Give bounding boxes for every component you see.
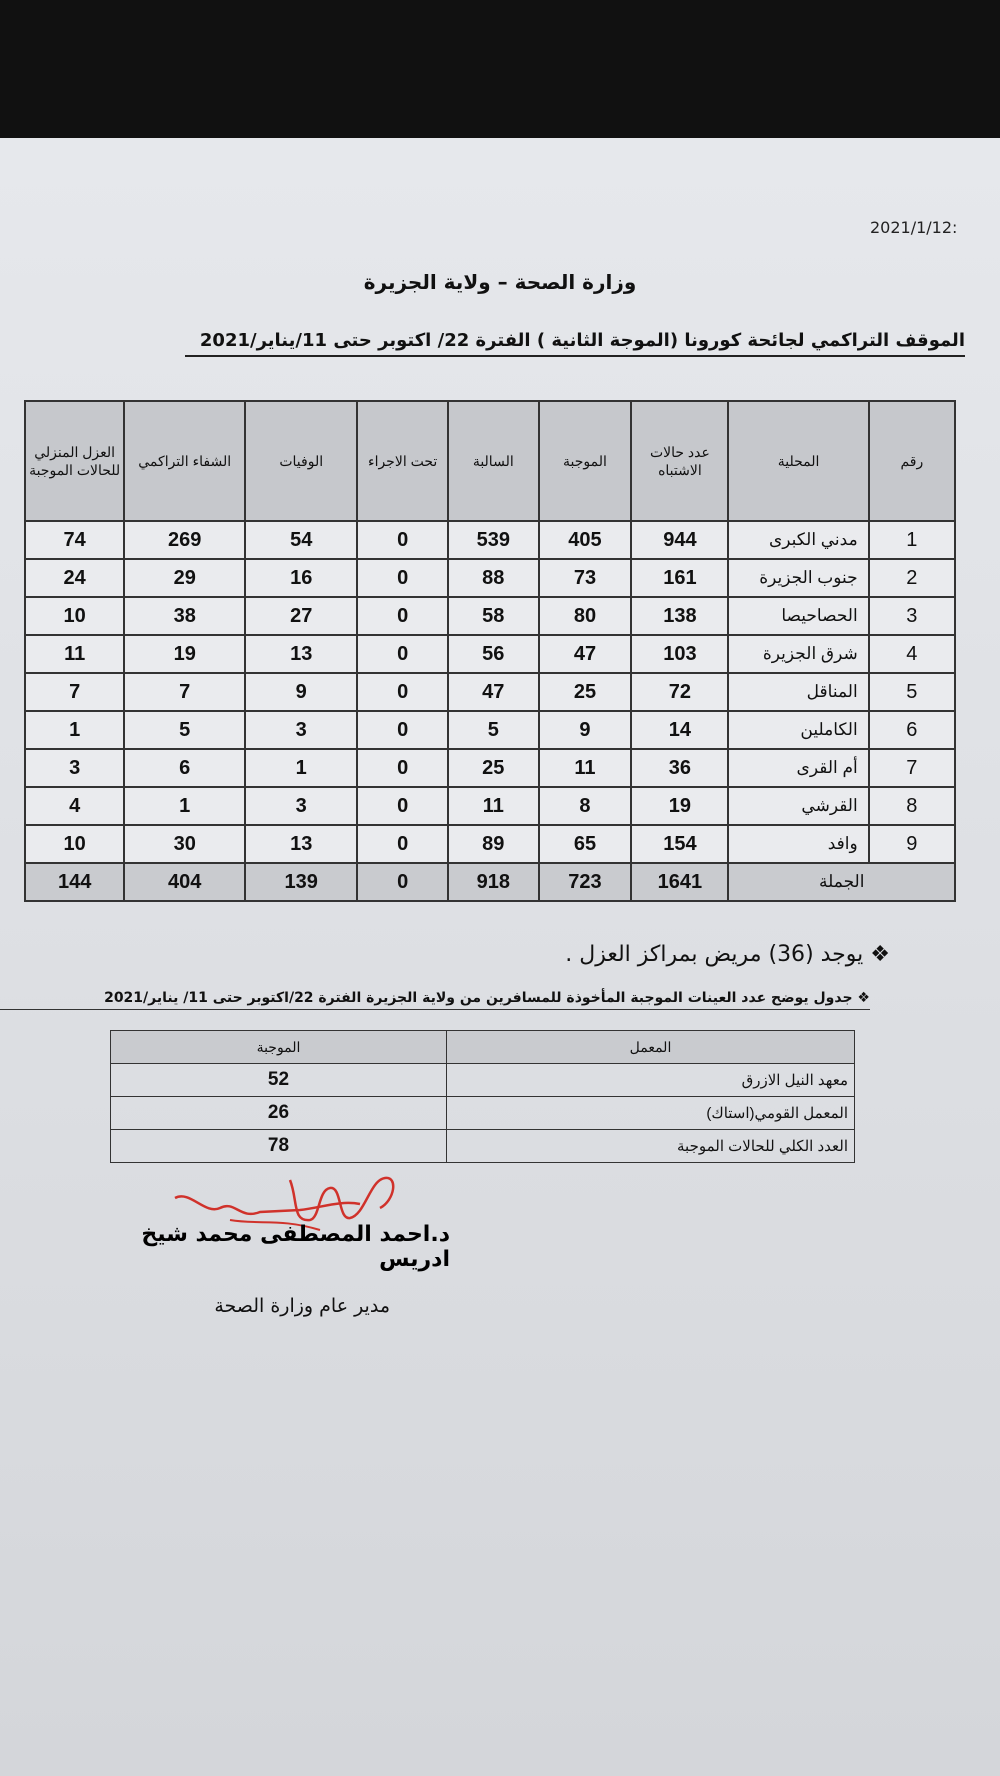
lab-positive-count: 52 <box>111 1064 447 1097</box>
cell-recovered: 6 <box>124 749 245 787</box>
cell-suspected: 138 <box>631 597 728 635</box>
document-date: 2021/1/12: <box>870 218 958 237</box>
cell-deaths: 54 <box>245 521 357 559</box>
cases-table <box>24 400 956 902</box>
col-header-locality: المحلية <box>728 401 868 521</box>
cell-positive: 405 <box>539 521 632 559</box>
total-suspected: 1641 <box>631 863 728 901</box>
lab-row <box>111 1130 855 1163</box>
cell-suspected: 72 <box>631 673 728 711</box>
cell-number: 9 <box>869 825 955 863</box>
cell-suspected: 154 <box>631 825 728 863</box>
table-row <box>25 711 955 749</box>
report-subtitle: الموقف التراكمي لجائحة كورونا (الموجة الثانية ) الفترة 22/ اكتوبر حتى 11/يناير/2021 <box>185 330 965 357</box>
cell-number: 1 <box>869 521 955 559</box>
cell-home-isolation: 10 <box>25 597 124 635</box>
cell-recovered: 269 <box>124 521 245 559</box>
cell-positive: 73 <box>539 559 632 597</box>
cell-home-isolation: 4 <box>25 787 124 825</box>
cell-positive: 80 <box>539 597 632 635</box>
cell-negative: 47 <box>448 673 539 711</box>
cell-number: 4 <box>869 635 955 673</box>
col-header-recovered: الشفاء التراكمي <box>124 401 245 521</box>
cell-locality: شرق الجزيرة <box>728 635 868 673</box>
table-row <box>25 749 955 787</box>
cell-number: 5 <box>869 673 955 711</box>
total-recovered: 404 <box>124 863 245 901</box>
cell-positive: 47 <box>539 635 632 673</box>
cell-home-isolation: 3 <box>25 749 124 787</box>
lab-positive-count: 26 <box>111 1097 447 1130</box>
cell-locality: مدني الكبرى <box>728 521 868 559</box>
table-row <box>25 521 955 559</box>
cell-locality: الكاملين <box>728 711 868 749</box>
cell-recovered: 1 <box>124 787 245 825</box>
cell-negative: 89 <box>448 825 539 863</box>
cell-home-isolation: 24 <box>25 559 124 597</box>
cell-pending: 0 <box>357 597 448 635</box>
table-row <box>25 559 955 597</box>
table-row <box>25 673 955 711</box>
total-home-isolation: 144 <box>25 863 124 901</box>
cases-table-header-row <box>25 401 955 521</box>
col-header-positive: الموجبة <box>539 401 632 521</box>
cell-number: 7 <box>869 749 955 787</box>
cell-negative: 5 <box>448 711 539 749</box>
cell-suspected: 944 <box>631 521 728 559</box>
lab-table <box>110 1030 855 1163</box>
cell-pending: 0 <box>357 559 448 597</box>
lab-col-header-lab: المعمل <box>447 1031 855 1064</box>
cell-deaths: 9 <box>245 673 357 711</box>
cell-locality: وافد <box>728 825 868 863</box>
cell-suspected: 19 <box>631 787 728 825</box>
col-header-deaths: الوفيات <box>245 401 357 521</box>
cell-pending: 0 <box>357 521 448 559</box>
cell-suspected: 14 <box>631 711 728 749</box>
lab-name: معهد النيل الازرق <box>447 1064 855 1097</box>
cell-negative: 11 <box>448 787 539 825</box>
total-negative: 918 <box>448 863 539 901</box>
cell-locality: المناقل <box>728 673 868 711</box>
cell-recovered: 38 <box>124 597 245 635</box>
isolation-note-text: يوجد (36) مريض بمراكز العزل . <box>565 942 864 967</box>
cell-locality: القرشي <box>728 787 868 825</box>
cell-locality: جنوب الجزيرة <box>728 559 868 597</box>
lab-table-header-row <box>111 1031 855 1064</box>
cell-negative: 56 <box>448 635 539 673</box>
cell-pending: 0 <box>357 787 448 825</box>
total-positive: 723 <box>539 863 632 901</box>
signer-role: مدير عام وزارة الصحة <box>214 1295 390 1317</box>
cell-negative: 539 <box>448 521 539 559</box>
col-header-suspected: عدد حالات الاشتباه <box>631 401 728 521</box>
table-row <box>25 787 955 825</box>
total-pending: 0 <box>357 863 448 901</box>
ministry-header: وزارة الصحة – ولاية الجزيرة <box>363 270 637 294</box>
cell-deaths: 16 <box>245 559 357 597</box>
signer-name: د.احمد المصطفى محمد شيخ ادريس <box>141 1222 450 1272</box>
cell-home-isolation: 11 <box>25 635 124 673</box>
total-label: الجملة <box>728 863 955 901</box>
cell-pending: 0 <box>357 635 448 673</box>
cell-deaths: 3 <box>245 711 357 749</box>
lab-row <box>111 1097 855 1130</box>
travelers-note: ❖ جدول يوضح عدد العينات الموجبة المأخوذة للمسافرين من ولاية الجزيرة الفترة 22/اكتوبر حتى 11/ يناير/2021 <box>0 990 870 1010</box>
cell-positive: 9 <box>539 711 632 749</box>
table-row <box>25 597 955 635</box>
isolation-note: ❖ يوجد (36) مريض بمراكز العزل . <box>565 942 890 967</box>
cell-negative: 25 <box>448 749 539 787</box>
cell-pending: 0 <box>357 711 448 749</box>
lab-positive-count: 78 <box>111 1130 447 1163</box>
cell-positive: 65 <box>539 825 632 863</box>
cell-pending: 0 <box>357 673 448 711</box>
cell-number: 6 <box>869 711 955 749</box>
cell-suspected: 36 <box>631 749 728 787</box>
cell-suspected: 103 <box>631 635 728 673</box>
cell-pending: 0 <box>357 825 448 863</box>
cell-home-isolation: 74 <box>25 521 124 559</box>
lab-name: العدد الكلي للحالات الموجبة <box>447 1130 855 1163</box>
cell-number: 2 <box>869 559 955 597</box>
cell-positive: 11 <box>539 749 632 787</box>
cell-negative: 58 <box>448 597 539 635</box>
cell-deaths: 27 <box>245 597 357 635</box>
lab-row <box>111 1064 855 1097</box>
lab-col-header-positive: الموجبة <box>111 1031 447 1064</box>
total-deaths: 139 <box>245 863 357 901</box>
cell-locality: الحصاحيصا <box>728 597 868 635</box>
table-row <box>25 825 955 863</box>
cell-home-isolation: 7 <box>25 673 124 711</box>
cell-recovered: 19 <box>124 635 245 673</box>
cell-recovered: 29 <box>124 559 245 597</box>
cell-recovered: 30 <box>124 825 245 863</box>
cell-number: 3 <box>869 597 955 635</box>
cell-locality: أم القرى <box>728 749 868 787</box>
lab-name: المعمل القومي(استاك) <box>447 1097 855 1130</box>
col-header-pending: تحت الاجراء <box>357 401 448 521</box>
col-header-home-isolation: العزل المنزلي للحالات الموجبة <box>25 401 124 521</box>
travelers-note-text: جدول يوضح عدد العينات الموجبة المأخوذة للمسافرين من ولاية الجزيرة الفترة 22/اكتوبر حتى 11/ يناير/2021 <box>104 990 853 1006</box>
table-row <box>25 635 955 673</box>
cell-deaths: 13 <box>245 635 357 673</box>
cell-deaths: 3 <box>245 787 357 825</box>
cell-negative: 88 <box>448 559 539 597</box>
cell-deaths: 13 <box>245 825 357 863</box>
cell-home-isolation: 1 <box>25 711 124 749</box>
cell-home-isolation: 10 <box>25 825 124 863</box>
cell-number: 8 <box>869 787 955 825</box>
cell-positive: 25 <box>539 673 632 711</box>
cell-positive: 8 <box>539 787 632 825</box>
col-header-negative: السالبة <box>448 401 539 521</box>
table-total-row <box>25 863 955 901</box>
cell-deaths: 1 <box>245 749 357 787</box>
cell-recovered: 7 <box>124 673 245 711</box>
col-header-number: رقم <box>869 401 955 521</box>
cell-pending: 0 <box>357 749 448 787</box>
cell-recovered: 5 <box>124 711 245 749</box>
cell-suspected: 161 <box>631 559 728 597</box>
